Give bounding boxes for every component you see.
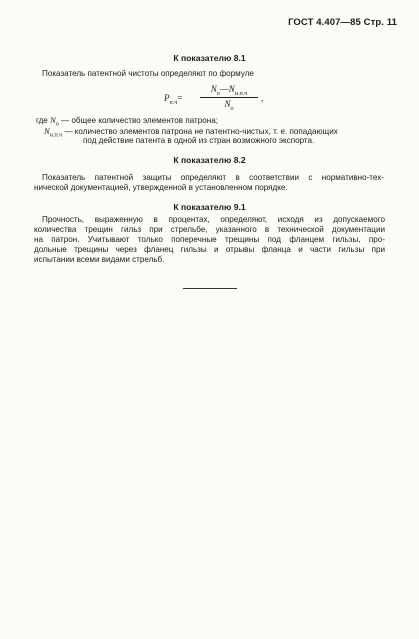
fraction-bar	[200, 97, 258, 98]
section-9-1-line-5: испытании всеми видами стрельб.	[34, 255, 165, 264]
formula-numerator: $N_о—N_{н.п.ч}$	[210, 84, 248, 97]
end-rule	[183, 288, 237, 289]
section-heading-8-2: К показателю 8.2	[173, 155, 246, 165]
section-8-2-line-2: нической документацией, утвержденной в установленном порядке.	[34, 183, 288, 192]
definition-nnpch-cont: под действие патента в одной из стран возможного экспорта.	[83, 136, 315, 145]
definition-n0: где $N_о$ — общее количество элементов патрона;	[36, 115, 218, 128]
section-heading-8-1: К показателю 8.1	[173, 53, 246, 63]
section-9-1-line-4: дольные трещины через фланец гильзы и отрывы фланца и части гильзы при	[34, 245, 385, 254]
section-8-2-line-1: Показатель патентной защиты определяют в соответствии с нормативно-тех-	[42, 173, 384, 182]
formula-comma: ,	[261, 93, 264, 103]
page-header: ГОСТ 4.407—85 Стр. 11	[288, 17, 397, 28]
section-9-1-line-3: на патрон. Учитывают только поперечные трещины под фланцем гильзы, про-	[34, 235, 385, 244]
formula-denominator: $N_о$	[224, 99, 234, 112]
section-heading-9-1: К показателю 9.1	[173, 202, 246, 212]
formula-lhs: $P_{п.ч}=$	[164, 93, 183, 106]
section-9-1-line-1: Прочность, выраженную в процентах, определяют, исходя из допускаемого	[42, 215, 385, 224]
definition-nnpch: $N_{н.п.ч}$ — количество элементов патрона не патентно-чистых, т. е. попадающих	[44, 126, 338, 139]
section-8-1-intro: Показатель патентной чистоты определяют по формуле	[42, 69, 254, 78]
section-9-1-line-2: количества трещин гильз при стрельбе, указанного в технической документации	[34, 225, 385, 234]
